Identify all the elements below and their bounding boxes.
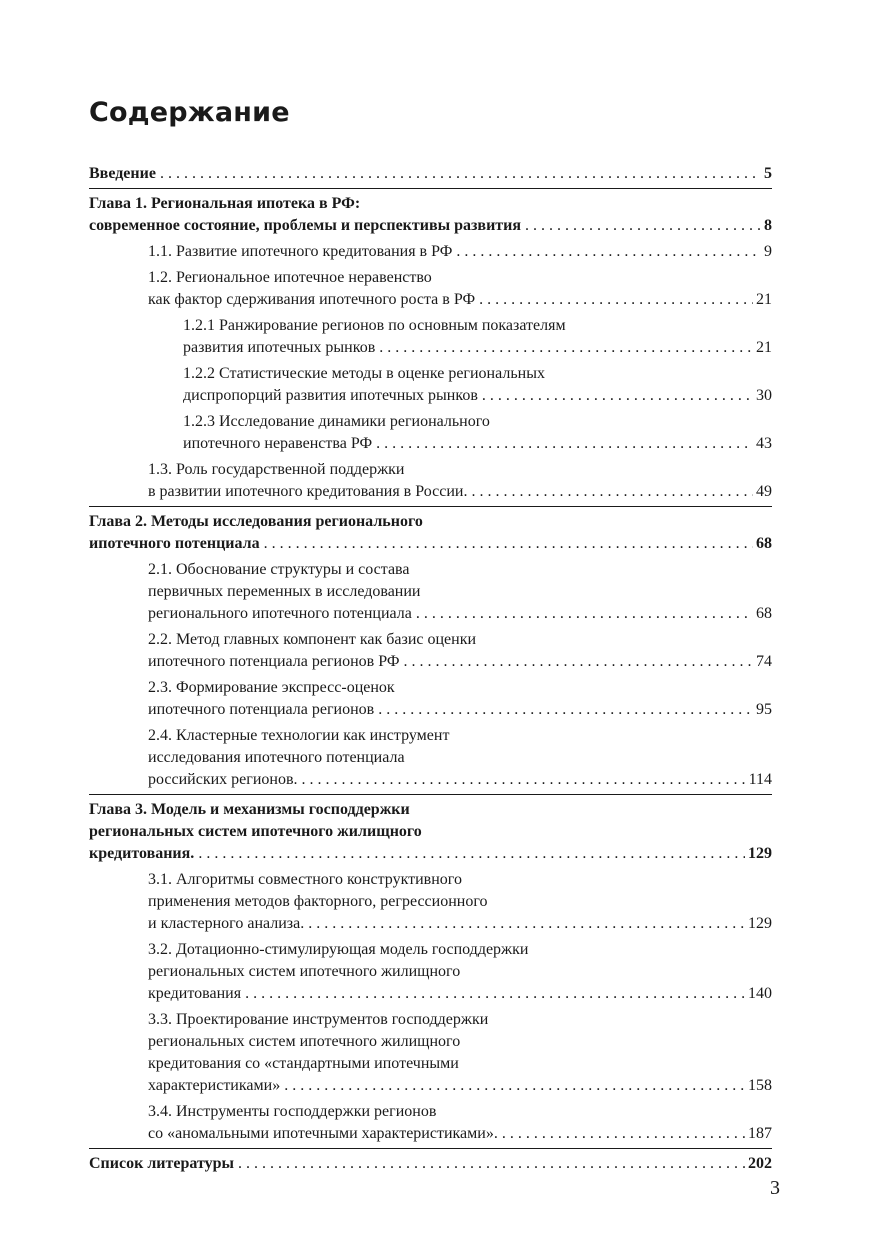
- toc-page-ref: 9: [764, 243, 772, 260]
- toc-divider: [89, 794, 772, 795]
- page-number: 3: [770, 1177, 780, 1199]
- dot-leader: [403, 651, 753, 673]
- toc-page-ref: 129: [748, 845, 772, 862]
- dot-leader: [502, 1123, 745, 1145]
- toc-entry-text: диспропорций развития ипотечных рынков: [183, 387, 478, 404]
- toc-section-entry[interactable]: [0, 455, 875, 503]
- toc-entry-text: применения методов факторного, регрессионного: [148, 893, 488, 910]
- toc-section-entry[interactable]: [0, 555, 875, 625]
- toc-page-ref: 43: [756, 435, 772, 452]
- toc-subsection-entry[interactable]: [0, 359, 875, 407]
- toc-entry-text: регионального ипотечного потенциала: [148, 605, 412, 622]
- toc-entry-text: российских регионов.: [148, 771, 298, 788]
- toc-chapter-entry[interactable]: [0, 1145, 875, 1175]
- toc-entry-text: Глава 2. Методы исследования регионального: [89, 513, 423, 530]
- dot-leader: [302, 769, 746, 791]
- dot-leader: [376, 433, 753, 455]
- toc-entry-text: Введение: [89, 165, 156, 182]
- toc-entry-text: Глава 3. Модель и механизмы господдержки: [89, 801, 410, 818]
- dot-leader: [245, 983, 745, 1005]
- dot-leader: [198, 843, 745, 865]
- toc-section-entry[interactable]: [0, 865, 875, 935]
- toc-entry-text: 1.1. Развитие ипотечного кредитования в РФ: [148, 243, 453, 260]
- toc-entry-text: как фактор сдерживания ипотечного роста в РФ: [148, 291, 476, 308]
- toc-entry-text: 3.4. Инструменты господдержки регионов: [148, 1103, 437, 1120]
- toc-entry-text: и кластерного анализа.: [148, 915, 305, 932]
- dot-leader: [379, 337, 753, 359]
- toc-section-entry[interactable]: [0, 935, 875, 1005]
- toc-page-ref: 30: [756, 387, 772, 404]
- toc-divider: [89, 1148, 772, 1149]
- toc-chapter-entry[interactable]: [0, 791, 875, 865]
- dot-leader: [525, 215, 761, 237]
- toc-divider: [89, 506, 772, 507]
- toc-section-entry[interactable]: [0, 721, 875, 791]
- dot-leader: [416, 603, 753, 625]
- toc-entry-text: региональных систем ипотечного жилищного: [89, 823, 422, 840]
- toc-entry-text: 2.2. Метод главных компонент как базис оценки: [148, 631, 477, 648]
- toc-subsection-entry[interactable]: [0, 311, 875, 359]
- toc-page-ref: 5: [764, 165, 772, 182]
- toc-entry-text: 3.3. Проектирование инструментов господдержки: [148, 1011, 489, 1028]
- toc-entry-text: 2.3. Формирование экспресс-оценок: [148, 679, 395, 696]
- toc-entry-text: ипотечного потенциала регионов РФ: [148, 653, 400, 670]
- toc-page-ref: 49: [756, 483, 772, 500]
- toc-entry-text: кредитования со «стандартными ипотечными: [148, 1055, 459, 1072]
- toc-entry-text: 3.1. Алгоритмы совместного конструктивного: [148, 871, 462, 888]
- toc-page-ref: 21: [756, 291, 772, 308]
- toc-page-ref: 95: [756, 701, 772, 718]
- toc-entry-text: региональных систем ипотечного жилищного: [148, 1033, 461, 1050]
- toc-chapter-entry[interactable]: [0, 185, 875, 237]
- toc-section-entry[interactable]: [0, 237, 875, 263]
- toc-page-ref: 202: [748, 1155, 772, 1172]
- dot-leader: [160, 163, 761, 185]
- toc-divider: [89, 188, 772, 189]
- toc-page-ref: 187: [748, 1125, 772, 1142]
- toc-entry-text: со «аномальными ипотечными характеристиками».: [148, 1125, 498, 1142]
- toc-section-entry[interactable]: [0, 1097, 875, 1145]
- toc-entry-text: 1.3. Роль государственной поддержки: [148, 461, 405, 478]
- toc-page-ref: 114: [748, 771, 772, 788]
- page-title: Содержание: [89, 97, 290, 128]
- toc-entry-text: Глава 1. Региональная ипотека в РФ:: [89, 195, 361, 212]
- toc-entry-text: характеристиками»: [148, 1077, 281, 1094]
- dot-leader: [378, 699, 753, 721]
- toc-entry-text: кредитования.: [89, 845, 195, 862]
- toc-entry-text: кредитования: [148, 985, 242, 1002]
- toc-entry-text: 1.2.1 Ранжирование регионов по основным показателям: [183, 317, 566, 334]
- toc-entry-text: первичных переменных в исследовании: [148, 583, 421, 600]
- dot-leader: [482, 385, 753, 407]
- toc-section-entry[interactable]: [0, 673, 875, 721]
- toc-section-entry[interactable]: [0, 625, 875, 673]
- toc-page-ref: 140: [748, 985, 772, 1002]
- toc-chapter-entry[interactable]: [0, 163, 875, 185]
- toc-entry-text: 2.1. Обоснование структуры и состава: [148, 561, 410, 578]
- toc-entry-text: в развитии ипотечного кредитования в России.: [148, 483, 468, 500]
- toc-entry-text: 1.2.2 Статистические методы в оценке региональных: [183, 365, 545, 382]
- toc-entry-text: развития ипотечных рынков: [183, 339, 376, 356]
- dot-leader: [284, 1075, 745, 1097]
- toc-entry-text: региональных систем ипотечного жилищного: [148, 963, 461, 980]
- toc-page-ref: 68: [756, 535, 772, 552]
- toc-entry-text: 3.2. Дотационно-стимулирующая модель господдержки: [148, 941, 529, 958]
- toc-entry-text: исследования ипотечного потенциала: [148, 749, 405, 766]
- toc-entry-text: ипотечного неравенства РФ: [183, 435, 373, 452]
- toc-entry-text: ипотечного потенциала регионов: [148, 701, 375, 718]
- toc-section-entry[interactable]: [0, 1005, 875, 1097]
- toc-entry-text: Список литературы: [89, 1155, 234, 1172]
- toc-page-ref: 68: [756, 605, 772, 622]
- dot-leader: [479, 289, 753, 311]
- toc-entry-text: 1.2. Региональное ипотечное неравенство: [148, 269, 432, 286]
- dot-leader: [264, 533, 753, 555]
- toc-page-ref: 74: [756, 653, 772, 670]
- toc-entry-text: 2.4. Кластерные технологии как инструмент: [148, 727, 450, 744]
- toc-page-ref: 129: [748, 915, 772, 932]
- toc-entry-text: ипотечного потенциала: [89, 535, 260, 552]
- toc-page-ref: 158: [748, 1077, 772, 1094]
- toc-page-ref: 8: [764, 217, 772, 234]
- toc-list: [0, 163, 875, 1175]
- toc-page-ref: 21: [756, 339, 772, 356]
- toc-entry-text: современное состояние, проблемы и перспективы развития: [89, 217, 522, 234]
- toc-subsection-entry[interactable]: [0, 407, 875, 455]
- toc-chapter-entry[interactable]: [0, 503, 875, 555]
- dot-leader: [471, 481, 753, 503]
- dot-leader: [308, 913, 745, 935]
- dot-leader: [456, 241, 761, 263]
- toc-section-entry[interactable]: [0, 263, 875, 311]
- toc-entry-text: 1.2.3 Исследование динамики регионального: [183, 413, 490, 430]
- dot-leader: [238, 1153, 745, 1175]
